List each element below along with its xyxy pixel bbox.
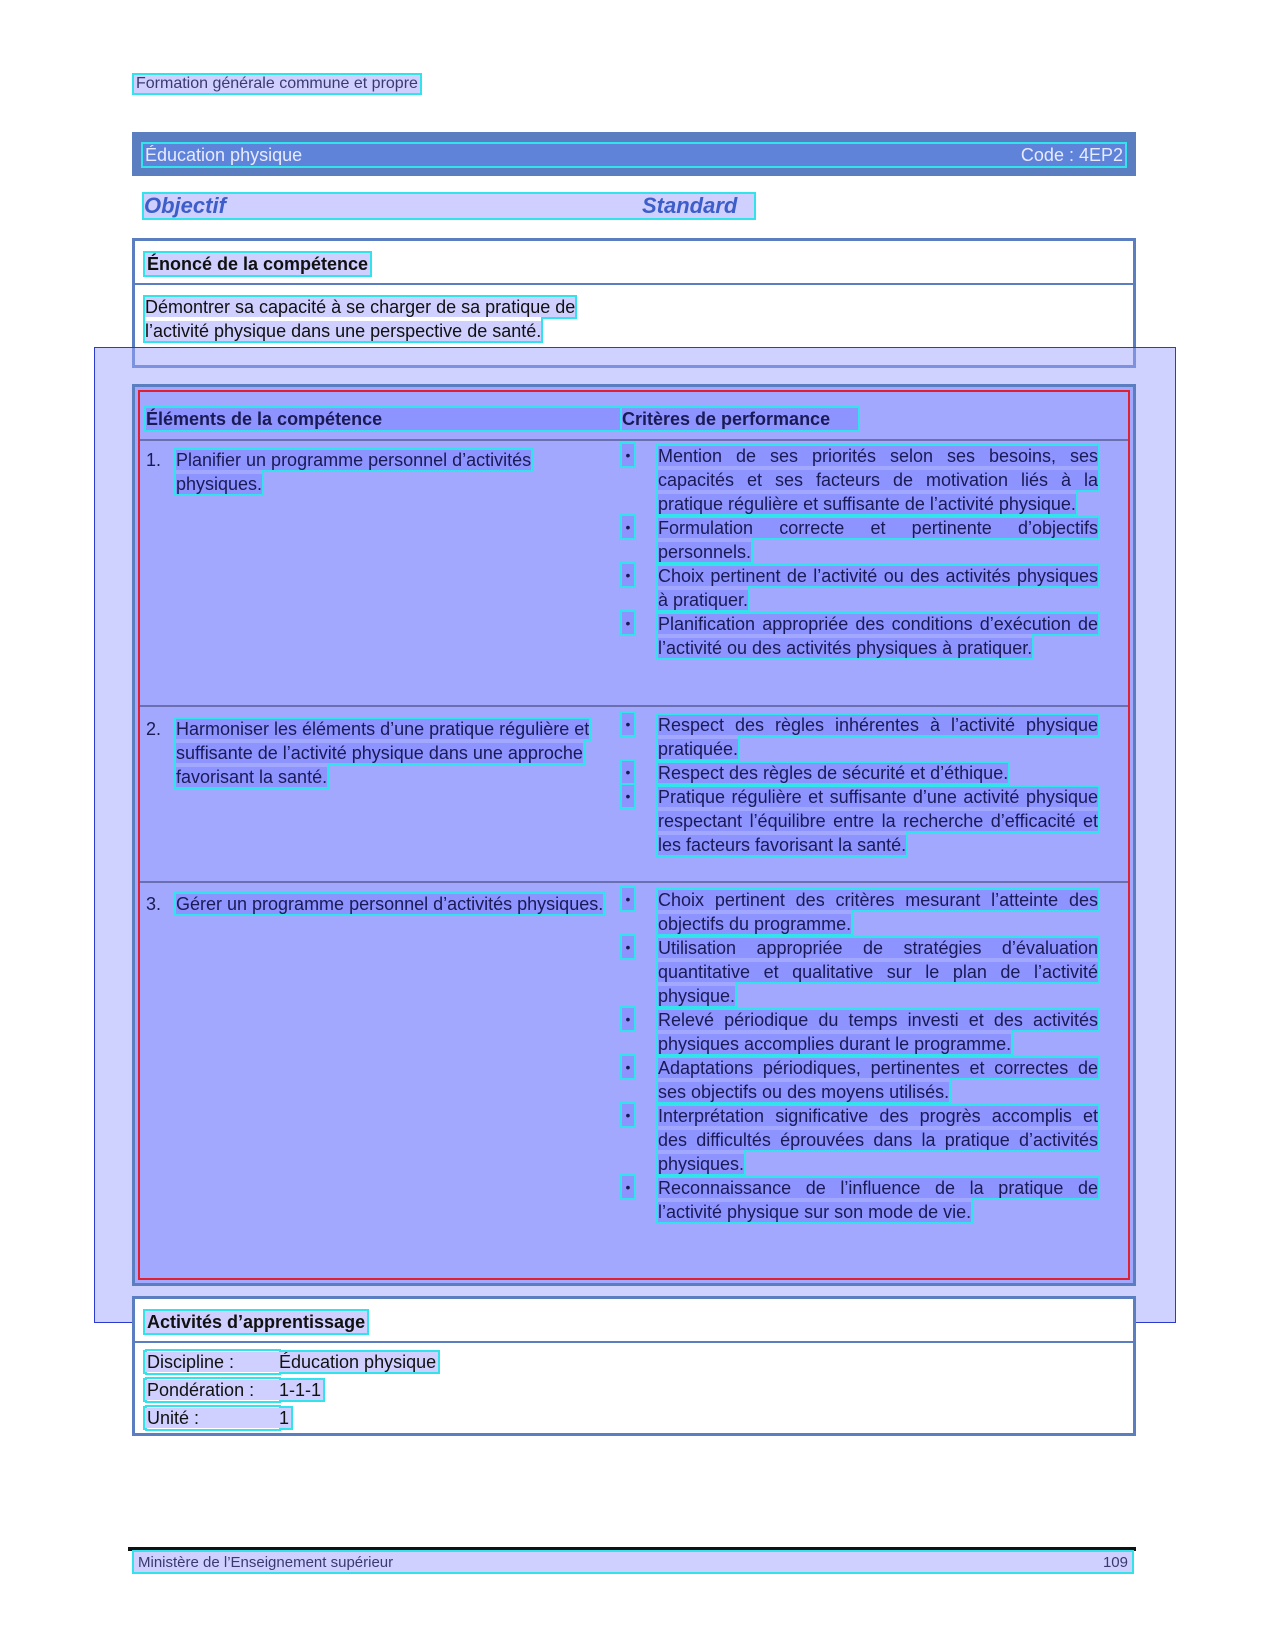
- bullet-icon: •: [622, 785, 634, 807]
- row-divider: [140, 705, 1128, 707]
- bullet-icon: •: [622, 1008, 634, 1030]
- enonce-text: Démontrer sa capacité à se charger de sa pratique de l’activité physique dans une perspective de santé.: [145, 297, 576, 341]
- criteria-list: [622, 888, 1098, 1224]
- bullet-icon: •: [622, 516, 634, 538]
- ponderation-line: [145, 1379, 323, 1401]
- list-item: • Respect des règles inhérentes à l’activité physique pratiquée.: [622, 713, 1098, 761]
- element-number: 1.: [146, 450, 162, 470]
- list-item: • Interprétation significative des progrès accomplis et des difficultés éprouvées dans la pratique d’activités physiques.: [622, 1104, 1098, 1176]
- list-item: • Planification appropriée des conditions d’exécution de l’activité ou des activités physiques à pratiquer.: [622, 612, 1098, 660]
- bullet-icon: •: [622, 936, 634, 958]
- course-title-bar: [132, 132, 1136, 176]
- discipline-value: Éducation physique: [279, 1352, 437, 1372]
- activites-title: Activités d’apprentissage: [147, 1312, 366, 1332]
- bullet-icon: •: [622, 444, 634, 466]
- bullet-icon: •: [622, 1104, 634, 1126]
- list-item: • Respect des règles de sécurité et d’éthique.: [622, 761, 1098, 785]
- activites-divider: [135, 1341, 1133, 1343]
- elements-header: Éléments de la compétence: [146, 408, 622, 430]
- criteria-list: [622, 713, 1098, 857]
- unite-label: Unité :: [147, 1408, 200, 1428]
- element-cell: [146, 717, 622, 789]
- objectif-standard-labels: [144, 194, 754, 218]
- discipline-label: Discipline :: [147, 1352, 235, 1372]
- element-text: Harmoniser les éléments d’une pratique régulière et suffisante de l’activité physique dans une approche favorisant la santé.: [176, 719, 590, 787]
- unite-value: 1: [279, 1408, 290, 1428]
- standard-label: Standard: [642, 193, 738, 218]
- row-divider: [140, 881, 1128, 883]
- list-item: • Choix pertinent des critères mesurant l’atteinte des objectifs du programme.: [622, 888, 1098, 936]
- element-text: Gérer un programme personnel d’activités physiques.: [176, 894, 604, 914]
- criteres-header: Critères de performance: [622, 408, 858, 430]
- criteria-list: [622, 444, 1098, 660]
- bullet-icon: •: [622, 761, 634, 783]
- list-item: • Choix pertinent de l’activité ou des activités physiques à pratiquer.: [622, 564, 1098, 612]
- footer-rule: [128, 1547, 1136, 1551]
- activites-section: [132, 1296, 1136, 1436]
- element-cell: [146, 448, 622, 496]
- list-item: • Mention de ses priorités selon ses besoins, ses capacités et ses facteurs de motivation liés à la pratique régulière et suffisante de l’activité physique.: [622, 444, 1098, 516]
- competence-table: [132, 384, 1136, 1286]
- bullet-icon: •: [622, 564, 634, 586]
- discipline-line: [145, 1351, 438, 1373]
- element-cell: [146, 892, 622, 916]
- bullet-icon: •: [622, 1176, 634, 1198]
- bullet-icon: •: [622, 612, 634, 634]
- objectif-label: Objectif: [144, 193, 226, 218]
- header-divider: [140, 439, 1128, 441]
- element-number: 3.: [146, 894, 162, 914]
- enonce-divider: [135, 283, 1133, 285]
- page-footer: [134, 1552, 1132, 1572]
- list-item: • Pratique régulière et suffisante d’une activité physique respectant l’équilibre entre la recherche d’efficacité et les facteurs favorisant la santé.: [622, 785, 1098, 857]
- course-code: Code : 4EP2: [1020, 144, 1123, 165]
- list-item: • Relevé périodique du temps investi et des activités physiques accomplies durant le programme.: [622, 1008, 1098, 1056]
- competence-table-inner: [138, 390, 1130, 1280]
- unite-line: [145, 1407, 291, 1429]
- ponderation-value: 1-1-1: [279, 1380, 322, 1400]
- bullet-icon: •: [622, 888, 634, 910]
- bullet-icon: •: [622, 713, 634, 735]
- element-text: Planifier un programme personnel d’activités physiques.: [176, 450, 532, 494]
- list-item: • Reconnaissance de l’influence de la pratique de l’activité physique sur son mode de vie.: [622, 1176, 1098, 1224]
- running-header: Formation générale commune et propre: [136, 75, 418, 92]
- bullet-icon: •: [622, 1056, 634, 1078]
- list-item: • Formulation correcte et pertinente d’objectifs personnels.: [622, 516, 1098, 564]
- ponderation-label: Pondération :: [147, 1380, 255, 1400]
- list-item: • Utilisation appropriée de stratégies d’évaluation quantitative et qualitative sur le plan de l’activité physique.: [622, 936, 1098, 1008]
- page-number: 109: [1102, 1553, 1128, 1571]
- list-item: • Adaptations périodiques, pertinentes et correctes de ses objectifs ou des moyens utilisés.: [622, 1056, 1098, 1104]
- footer-ministry: Ministère de l’Enseignement supérieur: [138, 1553, 394, 1571]
- course-name: Éducation physique: [145, 144, 303, 165]
- element-number: 2.: [146, 719, 162, 739]
- enonce-title: Énoncé de la compétence: [147, 254, 369, 274]
